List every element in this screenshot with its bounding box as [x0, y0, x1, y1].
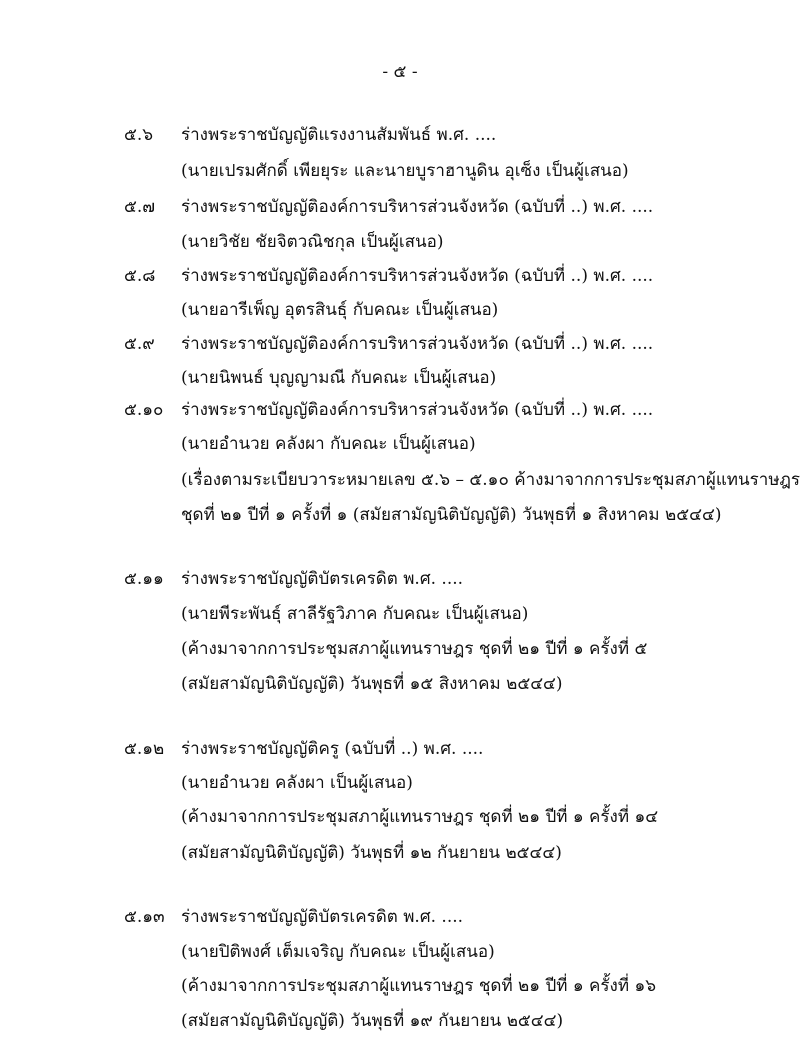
- item-proposer: (นายวิชัย ชัยจิตวณิชกุล เป็นผู้เสนอ): [181, 232, 444, 252]
- item-proposer: (นายอำนวย คลังผา เป็นผู้เสนอ): [181, 773, 413, 793]
- item-number: ๕.๙: [124, 334, 155, 354]
- item-title: ร่างพระราชบัญญัติองค์การบริหารส่วนจังหวัด (ฉบับที่ ..) พ.ศ. ....: [181, 400, 654, 420]
- page-number: - ๕ -: [382, 62, 418, 82]
- item-title: ร่างพระราชบัญญัติองค์การบริหารส่วนจังหวัด (ฉบับที่ ..) พ.ศ. ....: [181, 266, 654, 286]
- item-proposer: (นายพีระพันธุ์ สาลีรัฐวิภาค กับคณะ เป็นผู้เสนอ): [181, 604, 529, 624]
- item-proposer: (นายอารีเพ็ญ อุตรสินธุ์ กับคณะ เป็นผู้เสนอ): [181, 300, 499, 320]
- item-number: ๕.๘: [124, 266, 156, 286]
- item-number: ๕.๑๐: [124, 400, 164, 420]
- item-number: ๕.๑๓: [124, 907, 165, 927]
- item-number: ๕.๖: [124, 125, 154, 145]
- item-title: ร่างพระราชบัญญัติบัตรเครดิต พ.ศ. ....: [181, 907, 464, 927]
- item-proposer: (นายอำนวย คลังผา กับคณะ เป็นผู้เสนอ): [181, 434, 476, 454]
- item-title: ร่างพระราชบัญญัติบัตรเครดิต พ.ศ. ....: [181, 569, 464, 589]
- item-note: (เรื่องตามระเบียบวาระหมายเลข ๕.๖ – ๕.๑๐ ค้างมาจากการประชุมสภาผู้แทนราษฎร: [181, 470, 800, 490]
- item-title: ร่างพระราชบัญญัติองค์การบริหารส่วนจังหวัด (ฉบับที่ ..) พ.ศ. ....: [181, 197, 654, 217]
- item-number: ๕.๗: [124, 197, 156, 217]
- item-note: (ค้างมาจากการประชุมสภาผู้แทนราษฎร ชุดที่ ๒๑ ปีที่ ๑ ครั้งที่ ๑๔: [181, 807, 659, 827]
- item-note: (สมัยสามัญนิติบัญญัติ) วันพุธที่ ๑๕ สิงหาคม ๒๕๔๔): [181, 674, 563, 694]
- item-proposer: (นายปิติพงศ์ เต็มเจริญ กับคณะ เป็นผู้เสนอ): [181, 942, 495, 962]
- item-note: (ค้างมาจากการประชุมสภาผู้แทนราษฎร ชุดที่ ๒๑ ปีที่ ๑ ครั้งที่ ๕: [181, 639, 648, 659]
- item-note: ชุดที่ ๒๑ ปีที่ ๑ ครั้งที่ ๑ (สมัยสามัญนิติบัญญัติ) วันพุธที่ ๑ สิงหาคม ๒๕๔๔): [181, 505, 722, 525]
- item-proposer: (นายนิพนธ์ บุญญามณี กับคณะ เป็นผู้เสนอ): [181, 368, 497, 388]
- item-number: ๕.๑๒: [124, 739, 165, 759]
- item-proposer: (นายเปรมศักดิ์ เพียยุระ และนายบูราฮานูดิน อุเซ็ง เป็นผู้เสนอ): [181, 161, 629, 181]
- item-note: (สมัยสามัญนิติบัญญัติ) วันพุธที่ ๑๙ กันยายน ๒๕๔๔): [181, 1011, 564, 1031]
- item-note: (ค้างมาจากการประชุมสภาผู้แทนราษฎร ชุดที่ ๒๑ ปีที่ ๑ ครั้งที่ ๑๖: [181, 976, 657, 996]
- item-note: (สมัยสามัญนิติบัญญัติ) วันพุธที่ ๑๒ กันยายน ๒๕๔๔): [181, 843, 562, 863]
- item-number: ๕.๑๑: [124, 569, 164, 589]
- item-title: ร่างพระราชบัญญัติองค์การบริหารส่วนจังหวัด (ฉบับที่ ..) พ.ศ. ....: [181, 334, 654, 354]
- item-title: ร่างพระราชบัญญัติแรงงานสัมพันธ์ พ.ศ. ....: [181, 125, 497, 145]
- item-title: ร่างพระราชบัญญัติครู (ฉบับที่ ..) พ.ศ. ....: [181, 739, 484, 759]
